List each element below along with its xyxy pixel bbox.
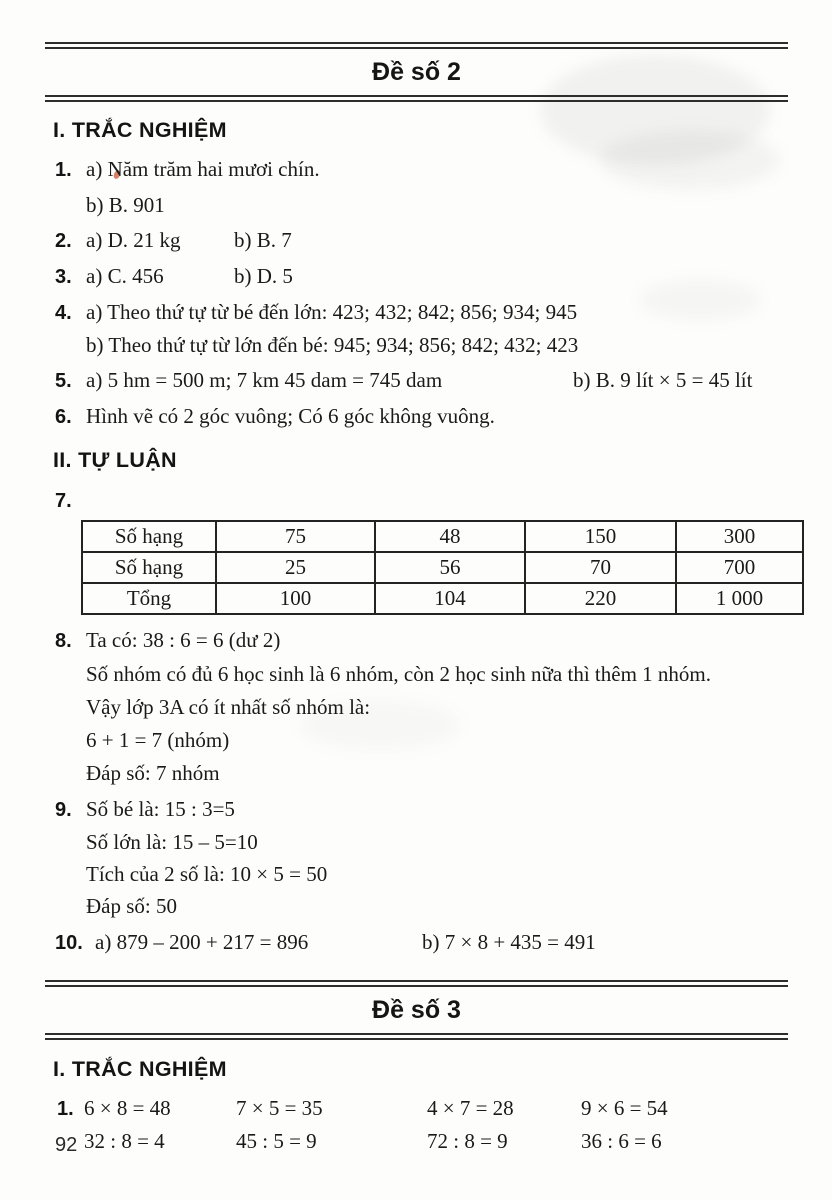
equation: 32 : 8 = 4 (84, 1129, 165, 1153)
question-number: 1. (57, 1098, 74, 1120)
answer-text: Đáp số: 7 nhóm (86, 761, 220, 785)
section-heading-trac-nghiem-3: I. TRẮC NGHIỆM (53, 1057, 227, 1081)
question-8-line (55, 661, 788, 687)
question-4-line-a (55, 299, 788, 326)
table-cell: 100 (216, 583, 375, 614)
double-rule (45, 42, 788, 49)
question-4-line-b (55, 332, 788, 358)
answer-text: b) D. 5 (234, 264, 293, 288)
equation: 9 × 6 = 54 (581, 1096, 668, 1120)
answer-text: b) B. 7 (234, 228, 292, 252)
table-cell: 150 (525, 521, 676, 552)
answer-text: Số lớn là: 15 – 5=10 (86, 830, 258, 854)
answer-table (81, 520, 804, 615)
equation: 36 : 6 = 6 (581, 1129, 662, 1153)
question-5 (55, 367, 788, 394)
answer-text: a) C. 456 (86, 264, 164, 288)
equation: 7 × 5 = 35 (236, 1096, 323, 1120)
double-rule (45, 95, 788, 102)
answer-text: Tích của 2 số là: 10 × 5 = 50 (86, 862, 328, 886)
question-number: 4. (55, 302, 72, 324)
test-2-title: Đề số 2 (372, 58, 461, 86)
double-rule (45, 1033, 788, 1040)
table-cell: Số hạng (82, 521, 216, 552)
question-8-line (55, 760, 788, 786)
question-number: 9. (55, 799, 72, 821)
test-3-title: Đề số 3 (372, 996, 461, 1024)
question-6 (55, 403, 788, 430)
table-row (82, 552, 803, 583)
table-cell: 1 000 (676, 583, 803, 614)
table-row (82, 583, 803, 614)
answer-text: Số bé là: 15 : 3=5 (86, 797, 235, 821)
answer-text: a) Năm trăm hai mươi chín. (86, 157, 320, 181)
question-number: 6. (55, 406, 72, 428)
table-cell: 104 (375, 583, 525, 614)
answer-text: b) Theo thứ tự từ lớn đến bé: 945; 934; 856; 842; 432; 423 (86, 333, 579, 357)
answer-text: a) 5 hm = 500 m; 7 km 45 dam = 745 dam (86, 368, 443, 392)
question-9-line (55, 796, 788, 823)
answer-text: b) B. 9 lít × 5 = 45 lít (573, 368, 753, 392)
test-3-header (45, 980, 788, 1040)
table-cell: 300 (676, 521, 803, 552)
table-cell: Số hạng (82, 552, 216, 583)
question-number: 1. (55, 159, 72, 181)
answer-text: b) 7 × 8 + 435 = 491 (422, 930, 596, 954)
equation: 6 × 8 = 48 (84, 1096, 171, 1120)
table-cell: 48 (375, 521, 525, 552)
question-1-line-a (55, 156, 788, 183)
question-9-line (55, 829, 788, 855)
equation: 45 : 5 = 9 (236, 1129, 317, 1153)
section-heading-tu-luan: II. TỰ LUẬN (53, 448, 177, 472)
question-number: 8. (55, 630, 72, 652)
answer-text: b) B. 901 (86, 193, 165, 217)
question-number: 2. (55, 230, 72, 252)
answer-text: Đáp số: 50 (86, 894, 177, 918)
table-cell: Tổng (82, 583, 216, 614)
table-cell: 75 (216, 521, 375, 552)
answer-text: a) D. 21 kg (86, 228, 181, 252)
table-cell: 220 (525, 583, 676, 614)
question-2 (55, 227, 788, 254)
question-number: 5. (55, 370, 72, 392)
answer-text: Ta có: 38 : 6 = 6 (dư 2) (86, 628, 281, 652)
question-1-line-b (55, 192, 788, 218)
table-row (82, 521, 803, 552)
question-7 (55, 487, 788, 514)
table-cell: 56 (375, 552, 525, 583)
table-cell: 700 (676, 552, 803, 583)
answer-text: Hình vẽ có 2 góc vuông; Có 6 góc không vuông. (86, 404, 495, 428)
page-number: 92 (55, 1134, 78, 1156)
double-rule (45, 980, 788, 987)
question-9-line (55, 861, 788, 887)
answer-text: Số nhóm có đủ 6 học sinh là 6 nhóm, còn 2 học sinh nữa thì thêm 1 nhóm. (86, 662, 711, 686)
question-8-line (55, 694, 788, 720)
table-cell: 70 (525, 552, 676, 583)
table-cell: 25 (216, 552, 375, 583)
question-number: 10. (55, 932, 83, 954)
question-number: 3. (55, 266, 72, 288)
equation: 72 : 8 = 9 (427, 1129, 508, 1153)
question-8-line (55, 627, 788, 654)
question-number: 7. (55, 490, 72, 512)
question-8-line (55, 727, 788, 753)
question-10 (55, 929, 788, 956)
answer-text: 6 + 1 = 7 (nhóm) (86, 728, 230, 752)
section-heading-trac-nghiem: I. TRẮC NGHIỆM (53, 118, 227, 142)
question-1-row-2 (57, 1129, 788, 1154)
test-2-header (45, 42, 788, 102)
question-1-row-1 (57, 1096, 788, 1121)
answer-text: a) 879 – 200 + 217 = 896 (95, 930, 309, 954)
answer-text: Vậy lớp 3A có ít nhất số nhóm là: (86, 695, 371, 719)
answer-text: a) Theo thứ tự từ bé đến lớn: 423; 432; 842; 856; 934; 945 (86, 300, 578, 324)
equation: 4 × 7 = 28 (427, 1096, 514, 1120)
question-9-line (55, 893, 788, 919)
question-3 (55, 263, 788, 290)
